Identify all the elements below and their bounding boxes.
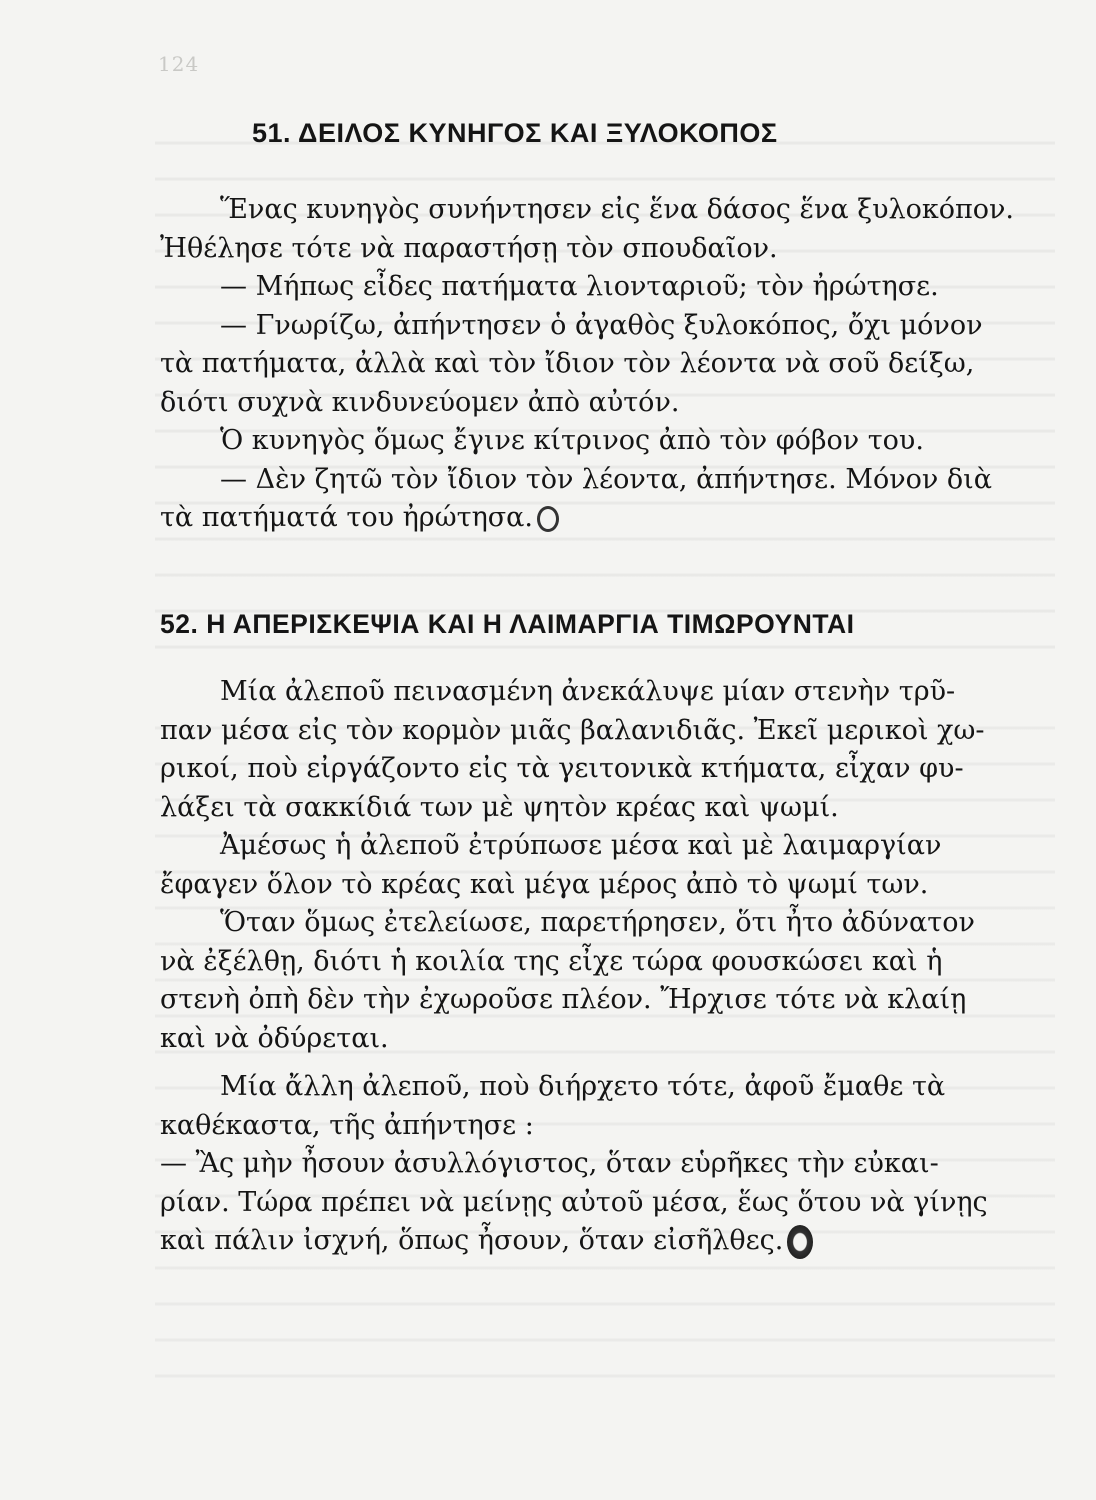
story-51-line-8: — Δὲν ζητῶ τὸν ἴδιον τὸν λέοντα, ἀπήντησε. Μόνον διὰ xyxy=(220,463,992,495)
story-52-line-15 xyxy=(160,1222,1040,1261)
story-52-line-4: λάξει τὰ σακκίδιά των μὲ ψητὸν κρέας καὶ ψωμί. xyxy=(160,791,839,823)
story-52-line-3: ρικοί, ποὺ εἰργάζοντο εἰς τὰ γειτονικὰ κτήματα, εἶχαν φυ- xyxy=(160,753,964,784)
story-51-line-6: διότι συχνὰ κινδυνεύομεν ἀπὸ αὐτόν. xyxy=(160,386,680,418)
story-51-line-5: τὰ πατήματα, ἀλλὰ καὶ τὸν ἴδιον τὸν λέοντα νὰ σοῦ δείξω, xyxy=(160,348,975,379)
story-52 xyxy=(160,607,1040,1261)
story-52-line-8: νὰ ἐξέλθῃ, διότι ἡ κοιλία της εἶχε τώρα φουσκώσει καὶ ἡ xyxy=(160,945,943,977)
story-52-line-12: καθέκαστα, τῆς ἀπήντησε : xyxy=(160,1109,534,1141)
story-52-line-10: καὶ νὰ ὀδύρεται. xyxy=(160,1022,389,1054)
story-52-line-1: Μία ἀλεποῦ πεινασμένη ἀνεκάλυψε μίαν στενὴν τρῦ- xyxy=(220,676,956,707)
story-51-line-3: — Μήπως εἶδες πατήματα λιονταριοῦ; τὸν ἠρώτησε. xyxy=(220,271,939,302)
story-52-line-11: Μία ἄλλη ἀλεποῦ, ποὺ διήρχετο τότε, ἀφοῦ ἔμαθε τὰ xyxy=(220,1071,946,1102)
end-blot-mark-icon xyxy=(787,1225,813,1259)
story-51-line-4: — Γνωρίζω, ἀπήντησεν ὁ ἀγαθὸς ξυλοκόπος, ὄχι μόνον xyxy=(220,309,983,341)
story-51-line-2: Ἠθέλησε τότε νὰ παραστήσῃ τὸν σπουδαῖον. xyxy=(160,232,778,264)
story-52-line-14: ρίαν. Τώρα πρέπει νὰ μείνῃς αὐτοῦ μέσα, ἕως ὅτου νὰ γίνῃς xyxy=(160,1186,988,1218)
story-52-line-15-text: καὶ πάλιν ἰσχνή, ὅπως ἦσουν, ὅταν εἰσῆλθες. xyxy=(160,1225,784,1256)
story-52-line-5: Ἀμέσως ἡ ἀλεποῦ ἐτρύπωσε μέσα καὶ μὲ λαιμαργίαν xyxy=(220,830,942,861)
page-number: 124 xyxy=(158,52,200,76)
story-52-line-2: παν μέσα εἰς τὸν κορμὸν μιᾶς βαλανιδιᾶς. Ἐκεῖ μερικοὶ χω- xyxy=(160,714,985,746)
story-51-line-1: Ἕνας κυνηγὸς συνήντησεν εἰς ἕνα δάσος ἕνα ξυλοκόπον. xyxy=(220,194,1015,225)
story-52-line-7: Ὅταν ὅμως ἐτελείωσε, παρετήρησεν, ὅτι ἦτο ἀδύνατον xyxy=(220,907,975,938)
story-51 xyxy=(160,117,1040,538)
end-circle-mark-icon xyxy=(537,506,559,532)
story-52-title: 52. Η ΑΠΕΡΙΣΚΕΨΙΑ ΚΑΙ Η ΛΑΙΜΑΡΓΙΑ ΤΙΜΩΡΟΥΝΤΑΙ xyxy=(160,609,855,639)
story-51-line-9-text: τὰ πατήματά του ἠρώτησα. xyxy=(160,502,533,533)
story-52-line-9: στενὴ ὀπὴ δὲν τὴν ἐχωροῦσε πλέον. Ἤρχισε τότε νὰ κλαίῃ xyxy=(160,984,967,1015)
story-51-line-7: Ὁ κυνηγὸς ὅμως ἔγινε κίτρινος ἀπὸ τὸν φόβον του. xyxy=(220,425,924,456)
story-52-line-13: — Ἂς μὴν ἦσουν ἀσυλλόγιστος, ὅταν εὑρῆκες τὴν εὐκαι- xyxy=(160,1148,939,1179)
story-52-line-6: ἔφαγεν ὅλον τὸ κρέας καὶ μέγα μέρος ἀπὸ τὸ ψωμί των. xyxy=(160,868,929,900)
story-51-title: 51. ΔΕΙΛΟΣ ΚΥΝΗΓΟΣ ΚΑΙ ΞΥΛΟΚΟΠΟΣ xyxy=(252,118,778,148)
story-51-line-9 xyxy=(160,499,1040,538)
